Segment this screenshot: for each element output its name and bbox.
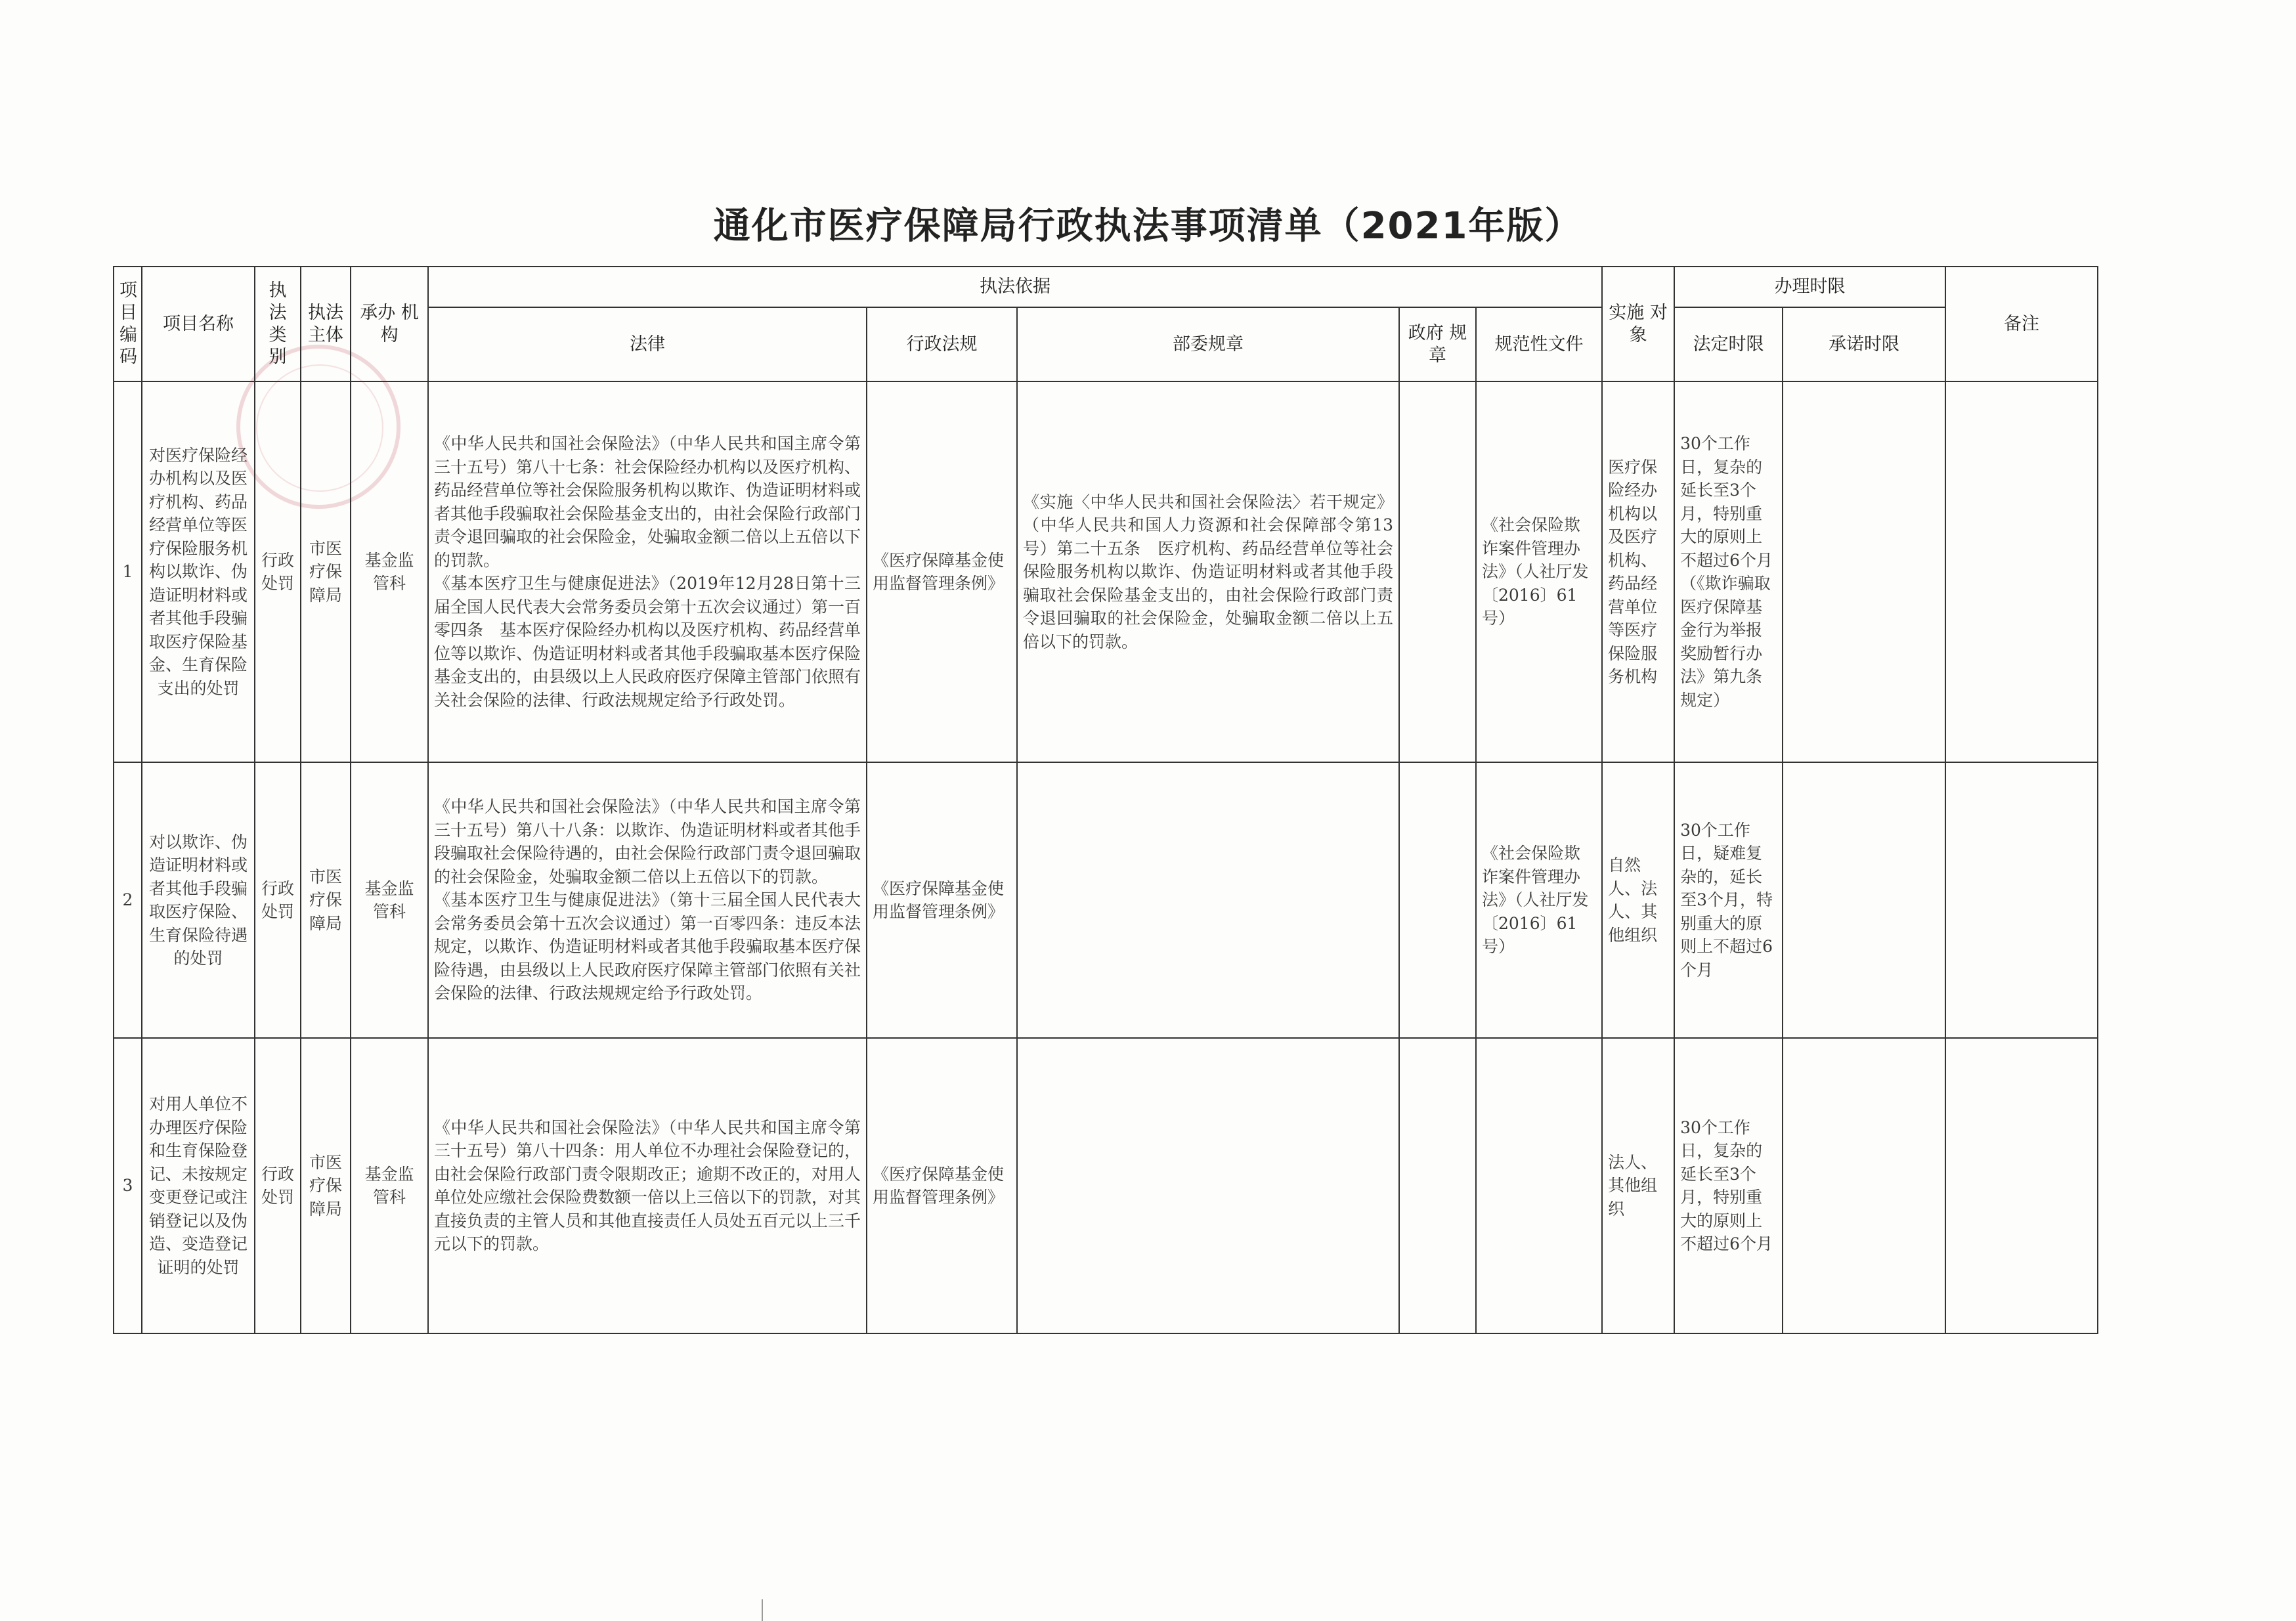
row-remark — [1945, 1038, 2098, 1333]
row-gov-rule — [1399, 762, 1476, 1038]
row-code: 3 — [114, 1038, 142, 1333]
row-category: 行政 处罚 — [255, 381, 301, 762]
row-normative-doc — [1476, 1038, 1602, 1333]
row-admin-regulation: 《医疗保障基金使用监督管理条例》 — [867, 1038, 1017, 1333]
row-agency: 基金监 管科 — [351, 1038, 428, 1333]
header-row-1 — [114, 267, 2098, 307]
row-remark — [1945, 762, 2098, 1038]
row-normative-doc: 《社会保险欺诈案件管理办法》（人社厅发〔2016〕61号） — [1476, 762, 1602, 1038]
row-project-name: 对医疗保险经办机构以及医疗机构、药品经营单位等医疗保险服务机构以欺诈、伪造证明材料或者其他手段骗取医疗保险基金、生育保险支出的处罚 — [142, 381, 255, 762]
row-remark — [1945, 381, 2098, 762]
row-promise-time — [1783, 1038, 1945, 1333]
row-project-name: 对用人单位不办理医疗保险和生育保险登记、未按规定变更登记或注销登记以及伪造、变造登记证明的处罚 — [142, 1038, 255, 1333]
row-law: 《中华人民共和国社会保险法》（中华人民共和国主席令第三十五号）第八十七条：社会保险经办机构以及医疗机构、药品经营单位等社会保险服务机构以欺诈、伪造证明材料或者其他手段骗取社会保险基金支出的，由社会保险行政部门责令退回骗取的社会保险金，处骗取金额二倍以上五倍以下的罚款。 《基本医疗卫生与健康促进法》（2019年12月28日第十三届全国人民代表大会常务委员会第十五次会议通过）第一百零四条 基本医疗保险经办机构以及医疗机构、药品经营单位等以欺诈、伪造证明材料或者其他手段骗取基本医疗保险基金支出的，由县级以上人民政府医疗保障主管部门依照有关社会保险的法律、行政法规规定给予行政处罚。 — [428, 381, 867, 762]
row-target: 自然人、法人、其他组织 — [1602, 762, 1674, 1038]
row-target: 医疗保险经办机构以及医疗机构、药品经营单位等医疗保险服务机构 — [1602, 381, 1674, 762]
table-row — [114, 1038, 2098, 1333]
row-promise-time — [1783, 381, 1945, 762]
row-dept-rule — [1017, 762, 1399, 1038]
row-agency: 基金监 管科 — [351, 381, 428, 762]
row-gov-rule — [1399, 1038, 1476, 1333]
row-promise-time — [1783, 762, 1945, 1038]
document-title: 通化市医疗保障局行政执法事项清单（2021年版） — [713, 205, 1583, 248]
page-binding-mark — [762, 1599, 763, 1621]
header-promise-time: 承诺时限 — [1783, 307, 1945, 381]
row-dept-rule — [1017, 1038, 1399, 1333]
row-gov-rule — [1399, 381, 1476, 762]
header-remark: 备注 — [1945, 267, 2098, 381]
header-normative-doc: 规范性文件 — [1476, 307, 1602, 381]
row-target: 法人、其他组织 — [1602, 1038, 1674, 1333]
header-handling-agency: 承办 机构 — [351, 267, 428, 381]
row-legal-time: 30个工作日，复杂的延长至3个月，特别重大的原则上不超过6个月（《欺诈骗取医疗保障基金行为举报奖励暂行办法》第九条规定） — [1674, 381, 1783, 762]
row-law: 《中华人民共和国社会保险法》（中华人民共和国主席令第三十五号）第八十四条：用人单位不办理社会保险登记的，由社会保险行政部门责令限期改正；逾期不改正的，对用人单位处应缴社会保险费数额一倍以上三倍以下的罚款，对其直接负责的主管人员和其他直接责任人员处五百元以上三千元以下的罚款。 — [428, 1038, 867, 1333]
table-row — [114, 381, 2098, 762]
header-gov-rule: 政府 规章 — [1399, 307, 1476, 381]
row-category: 行政 处罚 — [255, 762, 301, 1038]
header-time-limit: 办理时限 — [1674, 267, 1945, 307]
row-subject: 市医 疗保 障局 — [301, 381, 351, 762]
header-admin-regulation: 行政法规 — [867, 307, 1017, 381]
row-code: 1 — [114, 381, 142, 762]
header-project-name: 项目名称 — [142, 267, 255, 381]
row-law: 《中华人民共和国社会保险法》（中华人民共和国主席令第三十五号）第八十八条：以欺诈、伪造证明材料或者其他手段骗取社会保险待遇的，由社会保险行政部门责令退回骗取的社会保险金，处骗取金额二倍以上五倍以下的罚款。 《基本医疗卫生与健康促进法》（第十三届全国人民代表大会常务委员会第十五次会议通过）第一百零四条：违反本法规定，以欺诈、伪造证明材料或者其他手段骗取基本医疗保险待遇，由县级以上人民政府医疗保障主管部门依照有关社会保险的法律、行政法规规定给予行政处罚。 — [428, 762, 867, 1038]
header-project-code: 项目 编码 — [114, 267, 142, 381]
enforcement-items-table — [113, 266, 2098, 1334]
row-subject: 市医 疗保 障局 — [301, 762, 351, 1038]
row-legal-time: 30个工作日，复杂的延长至3个月，特别重大的原则上不超过6个月 — [1674, 1038, 1783, 1333]
row-project-name: 对以欺诈、伪造证明材料或者其他手段骗取医疗保险、生育保险待遇的处罚 — [142, 762, 255, 1038]
row-dept-rule: 《实施〈中华人民共和国社会保险法〉若干规定》（中华人民共和国人力资源和社会保障部令第13号）第二十五条 医疗机构、药品经营单位等社会保险服务机构以欺诈、伪造证明材料或者其他手段骗取社会保险基金支出的，由社会保险行政部门责令退回骗取的社会保险金，处骗取金额二倍以上五倍以下的罚款。 — [1017, 381, 1399, 762]
header-target: 实施 对象 — [1602, 267, 1674, 381]
row-admin-regulation: 《医疗保障基金使用监督管理条例》 — [867, 381, 1017, 762]
header-enforcement-subject: 执法 主体 — [301, 267, 351, 381]
row-normative-doc: 《社会保险欺诈案件管理办法》（人社厅发〔2016〕61号） — [1476, 381, 1602, 762]
header-enforcement-basis: 执法依据 — [428, 267, 1602, 307]
row-subject: 市医 疗保 障局 — [301, 1038, 351, 1333]
row-admin-regulation: 《医疗保障基金使用监督管理条例》 — [867, 762, 1017, 1038]
header-legal-time: 法定时限 — [1674, 307, 1783, 381]
row-agency: 基金监 管科 — [351, 762, 428, 1038]
table-row — [114, 762, 2098, 1038]
header-enforcement-category: 执法 类别 — [255, 267, 301, 381]
header-law: 法律 — [428, 307, 867, 381]
header-dept-rule: 部委规章 — [1017, 307, 1399, 381]
row-legal-time: 30个工作日，疑难复杂的，延长至3个月，特别重大的原则上不超过6个月 — [1674, 762, 1783, 1038]
row-code: 2 — [114, 762, 142, 1038]
row-category: 行政 处罚 — [255, 1038, 301, 1333]
